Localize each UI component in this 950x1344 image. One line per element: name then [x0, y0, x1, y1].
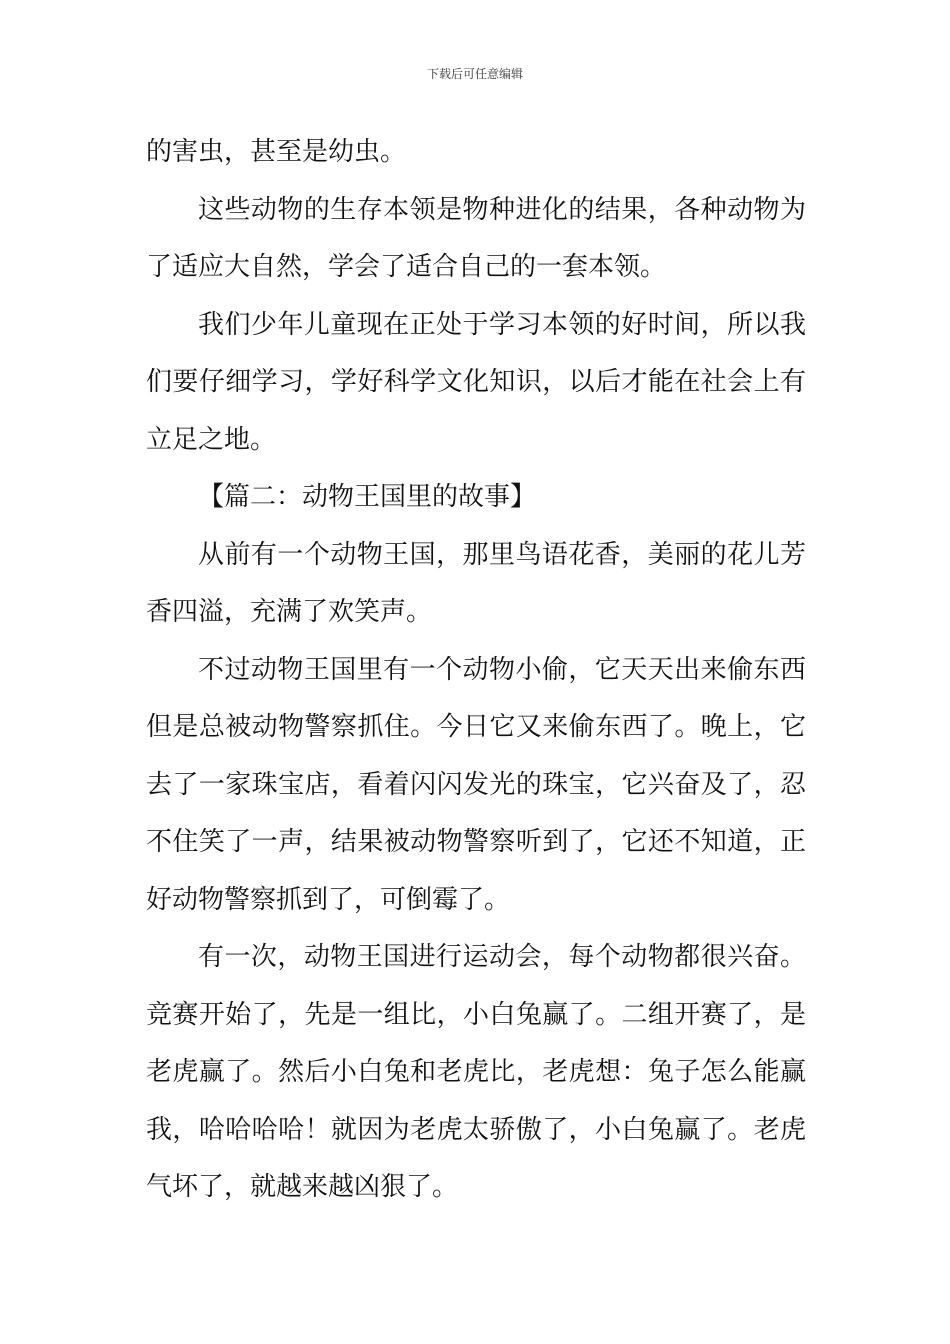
- document-body: [146, 124, 806, 1217]
- paragraph-survival-skills: 这些动物的生存本领是物种进化的结果，各种动物为了适应大自然，学会了适合自己的一套本领。: [146, 194, 806, 282]
- paragraph-children-learning: 我们少年儿童现在正处于学习本领的好时间，所以我们要仔细学习，学好科学文化知识，以后才能在社会上有立足之地。: [146, 309, 806, 455]
- page-header-note: 下载后可任意编辑: [426, 67, 523, 81]
- paragraph-sports-meet: 有一次，动物王国进行运动会，每个动物都很兴奋。竞赛开始了，先是一组比，小白兔赢了。二组开赛了，是老虎赢了。然后小白兔和老虎比，老虎想：兔子怎么能赢我，哈哈哈哈！就因为老虎太骄傲了，小白兔赢了。老虎气坏了，就越来越凶狠了。: [146, 942, 806, 1202]
- paragraph-continuation: 的害虫，甚至是幼虫。: [146, 137, 407, 167]
- section-heading: 【篇二：动物王国里的故事】: [198, 482, 537, 512]
- paragraph-kingdom-intro: 从前有一个动物王国，那里鸟语花香，美丽的花儿芳香四溢，充满了欢笑声。: [146, 539, 806, 627]
- paragraph-thief-story: 不过动物王国里有一个动物小偷，它天天出来偷东西但是总被动物警察抓住。今日它又来偷东西了。晚上，它去了一家珠宝店，看着闪闪发光的珠宝，它兴奋及了，忍不住笑了一声，结果被动物警察听到了，它还不知道，正好动物警察抓到了，可倒霉了。: [146, 654, 806, 915]
